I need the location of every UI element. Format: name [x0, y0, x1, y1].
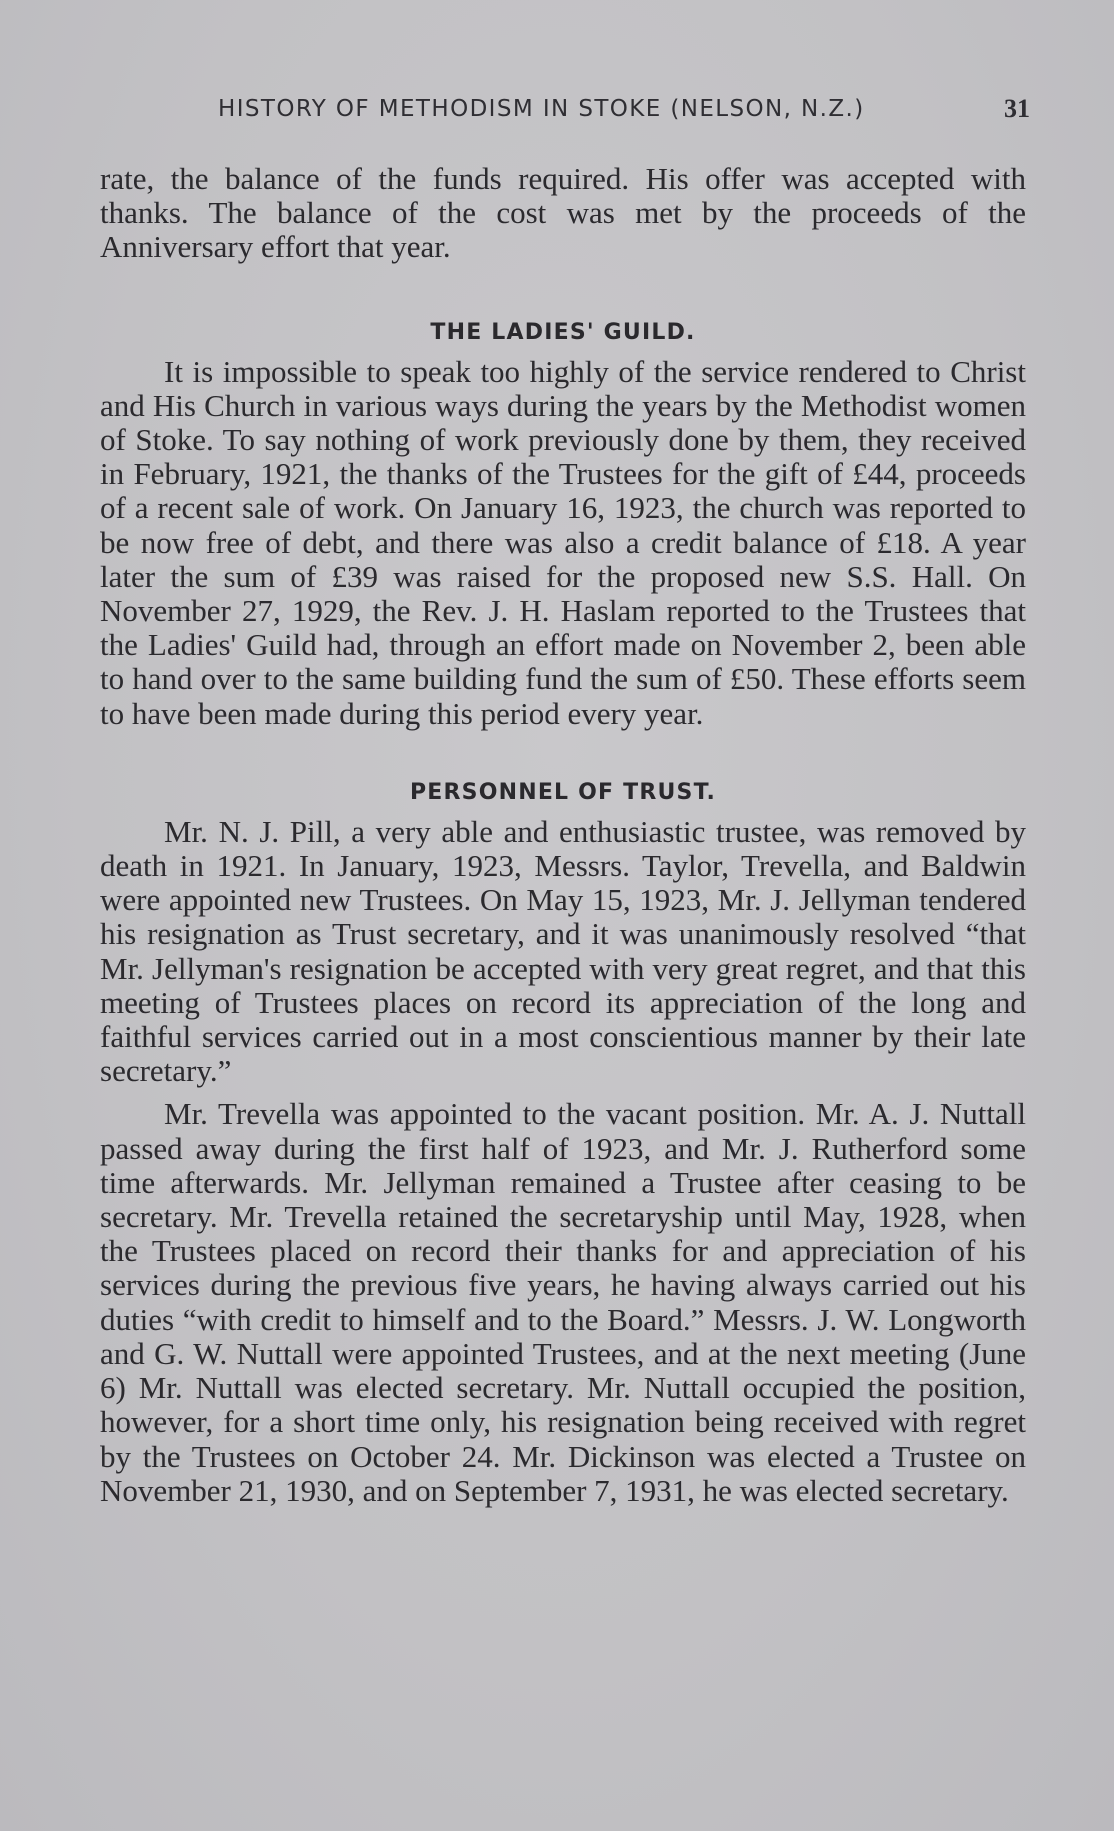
body-text: [100, 162, 1026, 1508]
intro-paragraph: rate, the balance of the funds required. His offer was accepted with thanks. The balance of the cost was met by the proceeds of the Anniversary effort that year.: [100, 161, 1026, 265]
personnel-paragraph-2: Mr. Trevella was appointed to the vacant position. Mr. A. J. Nuttall passed away during the first half of 1923, and Mr. J. Rutherford some time afterwards. Mr. Jellyman remained a Trustee after ceasing to be secretary. Mr. Trevella retained the secretaryship until May, 1928, when the Trustees placed on record their thanks for and appreciation of his services during the previous five years, he having always carried out his duties “with credit to himself and to the Board.” Messrs. J. W. Longworth and G. W. Nuttall were appointed Trustees, and at the next meeting (June 6) Mr. Nuttall was elected secretary. Mr. Nuttall occupied the position, however, for a short time only, his resignation being received with regret by the Trustees on October 24. Mr. Dickinson was elected a Trustee on November 21, 1930, and on September 7, 1931, he was elected secretary.: [100, 1096, 1026, 1508]
ladies-guild-paragraph: It is impossible to speak too highly of the service rendered to Christ and His Church in various ways during the years by the Methodist women of Stoke. To say nothing of work previously done by them, they received in February, 1921, the thanks of the Trustees for the gift of £44, proceeds of a recent sale of work. On January 16, 1923, the church was reported to be now free of debt, and there was also a credit balance of £18. A year later the sum of £39 was raised for the proposed new S.S. Hall. On November 27, 1929, the Rev. J. H. Haslam reported to the Trustees that the Ladies' Guild had, through an effort made on November 2, been able to hand over to the same building fund the sum of £50. These efforts seem to have been made during this period every year.: [100, 353, 1026, 731]
running-title: HISTORY OF METHODISM IN STOKE (NELSON, N.Z.): [218, 96, 865, 122]
section-heading-ladies-guild: THE LADIES' GUILD.: [430, 319, 696, 345]
running-header: [100, 96, 1030, 130]
section-heading-personnel-of-trust: PERSONNEL OF TRUST.: [409, 779, 717, 805]
personnel-paragraph-1: Mr. N. J. Pill, a very able and enthusiastic trustee, was removed by death in 1921. In January, 1923, Messrs. Taylor, Trevella, and Baldwin were appointed new Trustees. On May 15, 1923, Mr. J. Jellyman tendered his resignation as Trust secretary, and it was unanimously resolved “that Mr. Jellyman's resignation be accepted with very great regret, and that this meeting of Trustees places on record its appreciation of the long and faithful services carried out in a most conscientious manner by their late secretary.”: [100, 813, 1026, 1089]
page-number: 31: [1004, 94, 1030, 123]
